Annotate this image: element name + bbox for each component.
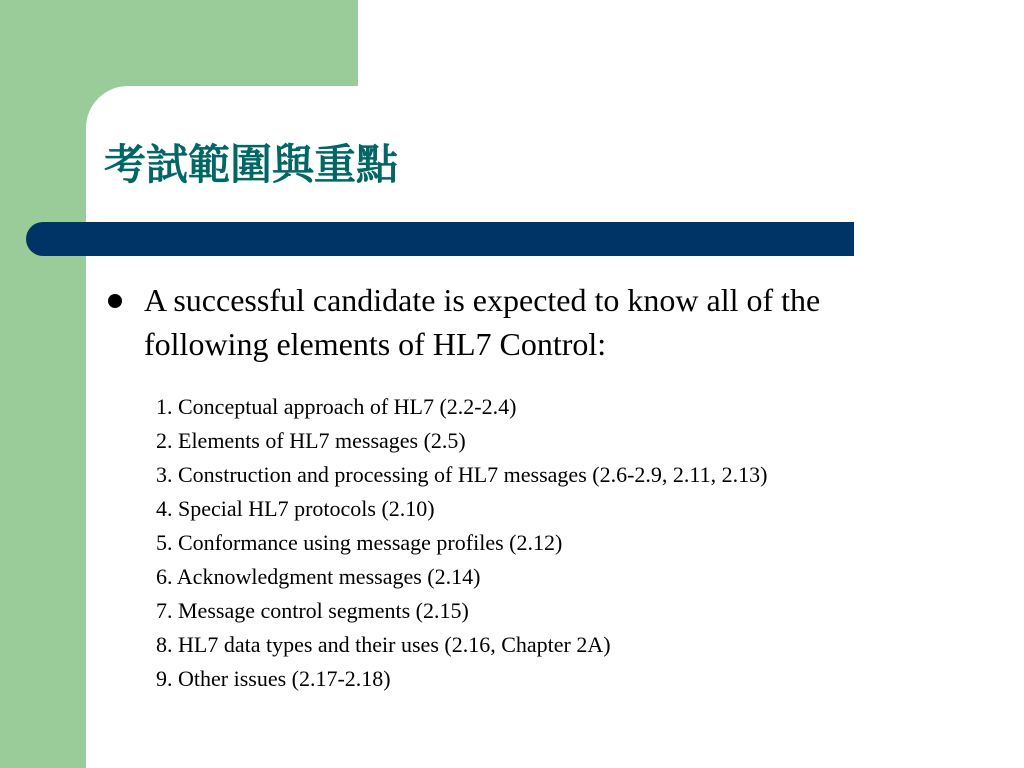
- slide-title: 考試範圍與重點: [104, 140, 399, 189]
- bullet-dot-icon: [108, 294, 122, 308]
- main-bullet-text: A successful candidate is expected to know all of the following elements of HL7 Control:: [144, 282, 821, 362]
- main-bullet: [108, 278, 928, 366]
- list-item: 7. Message control segments (2.15): [156, 598, 469, 623]
- list-item: 4. Special HL7 protocols (2.10): [156, 496, 435, 521]
- list-item: 3. Construction and processing of HL7 messages (2.6-2.9, 2.11, 2.13): [156, 462, 768, 487]
- title-underline-bar: [26, 222, 854, 256]
- list-item: 8. HL7 data types and their uses (2.16, Chapter 2A): [156, 632, 611, 657]
- list-item: 2. Elements of HL7 messages (2.5): [156, 428, 466, 453]
- list-item: 5. Conformance using message profiles (2.12): [156, 530, 563, 555]
- list-item: 6. Acknowledgment messages (2.14): [156, 564, 481, 589]
- list-item: 1. Conceptual approach of HL7 (2.2-2.4): [156, 394, 517, 419]
- list-item: 9. Other issues (2.17-2.18): [156, 666, 391, 691]
- element-list: [156, 390, 767, 696]
